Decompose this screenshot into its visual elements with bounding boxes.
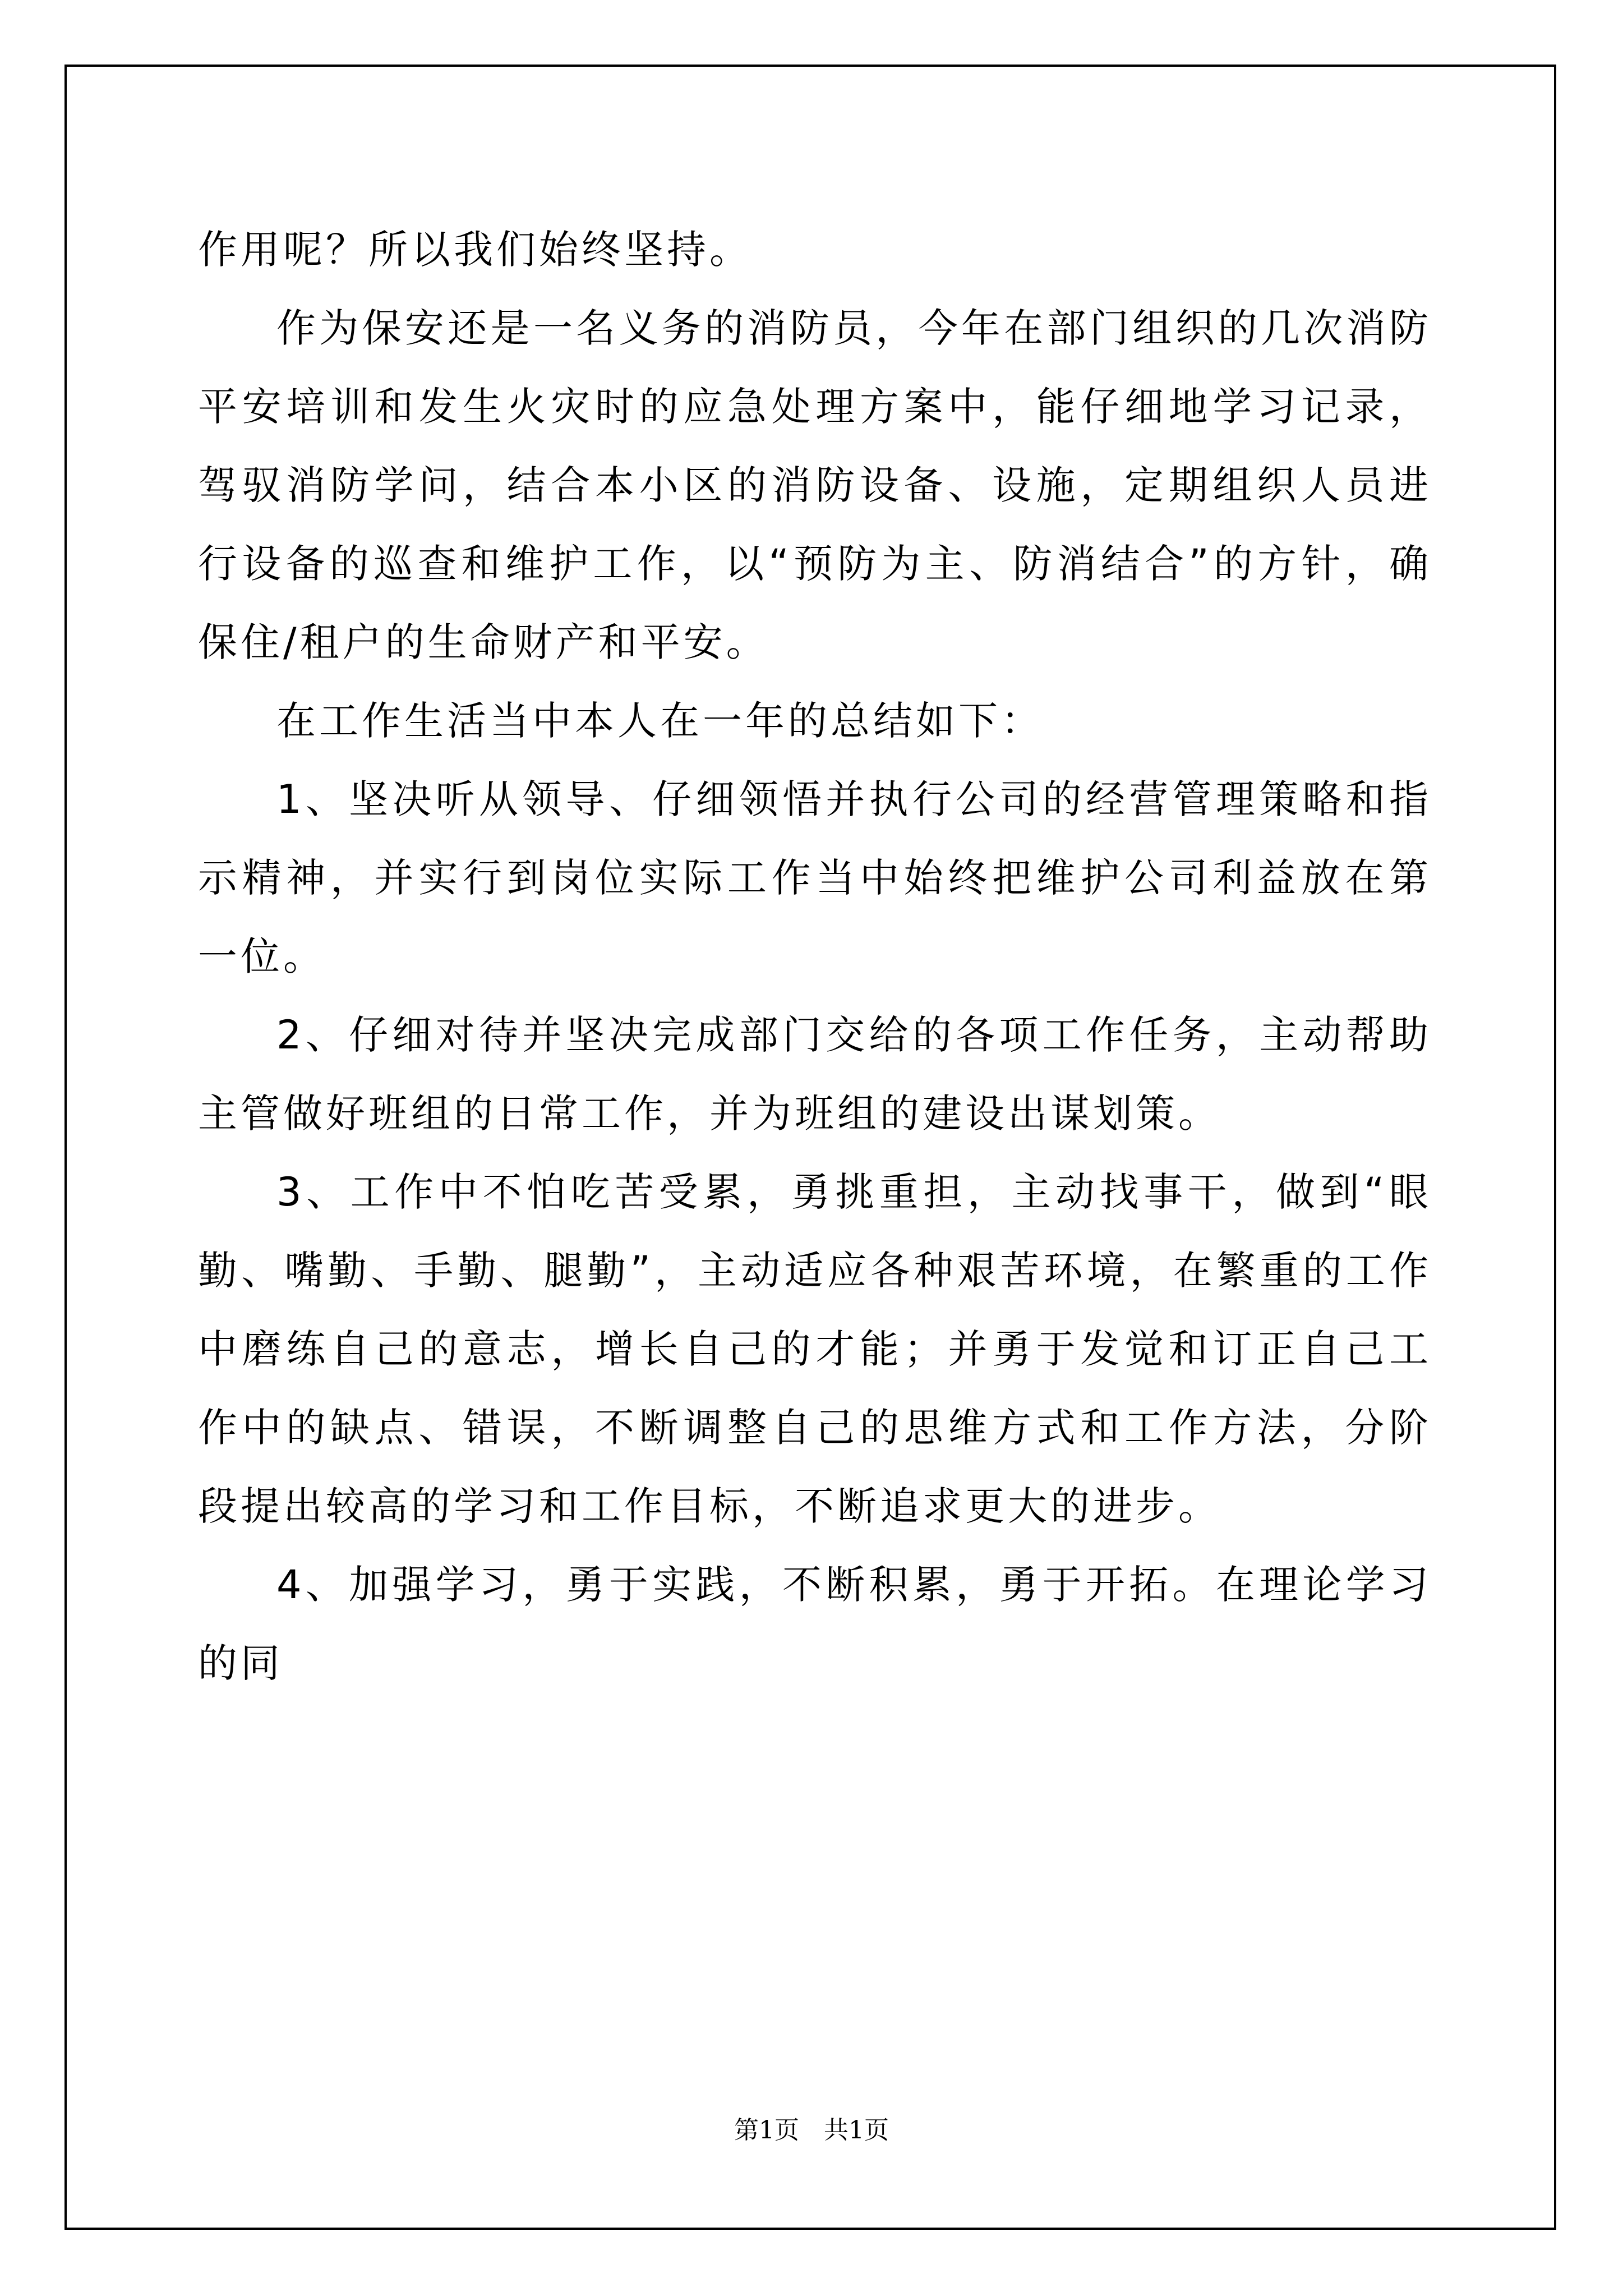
paragraph-summary-intro: 在工作生活当中本人在一年的总结如下： (276, 698, 1044, 744)
paragraph-item-3: 3、工作中不怕吃苦受累，勇挑重担，主动找事干，做到“眼勤、嘴勤、手勤、腿勤”，主动适应各种艰苦环境，在繁重的工作中磨练自己的意志，增长自己的才能；并勇于发觉和订正自己工作中的缺点、错误，不断调整自己的思维方式和工作方法，分阶段提出较高的学习和工作目标，不断追求更大的进步。 (198, 1169, 1432, 1529)
paragraph-item-4: 4、加强学习，勇于实践，不断积累，勇于开拓。在理论学习的同 (198, 1562, 1432, 1686)
paragraph-continuation: 作用呢？所以我们始终坚持。 (198, 227, 752, 273)
page-footer: 第1页 共1页 (734, 2116, 889, 2145)
paragraph-fire-duty: 作为保安还是一名义务的消防员，今年在部门组织的几次消防平安培训和发生火灾时的应急处理方案中，能仔细地学习记录，驾驭消防学问，结合本小区的消防设备、设施，定期组织人员进行设备的巡查和维护工作，以“预防为主、防消结合”的方针，确保住/租户的生命财产和平安。 (198, 305, 1432, 665)
paragraph-item-2: 2、仔细对待并坚决完成部门交给的各项工作任务，主动帮助主管做好班组的日常工作，并为班组的建设出谋划策。 (198, 1012, 1432, 1137)
paragraph-item-1: 1、坚决听从领导、仔细领悟并执行公司的经营管理策略和指示精神，并实行到岗位实际工作当中始终把维护公司利益放在第一位。 (198, 776, 1432, 979)
document-body (198, 210, 1432, 1703)
